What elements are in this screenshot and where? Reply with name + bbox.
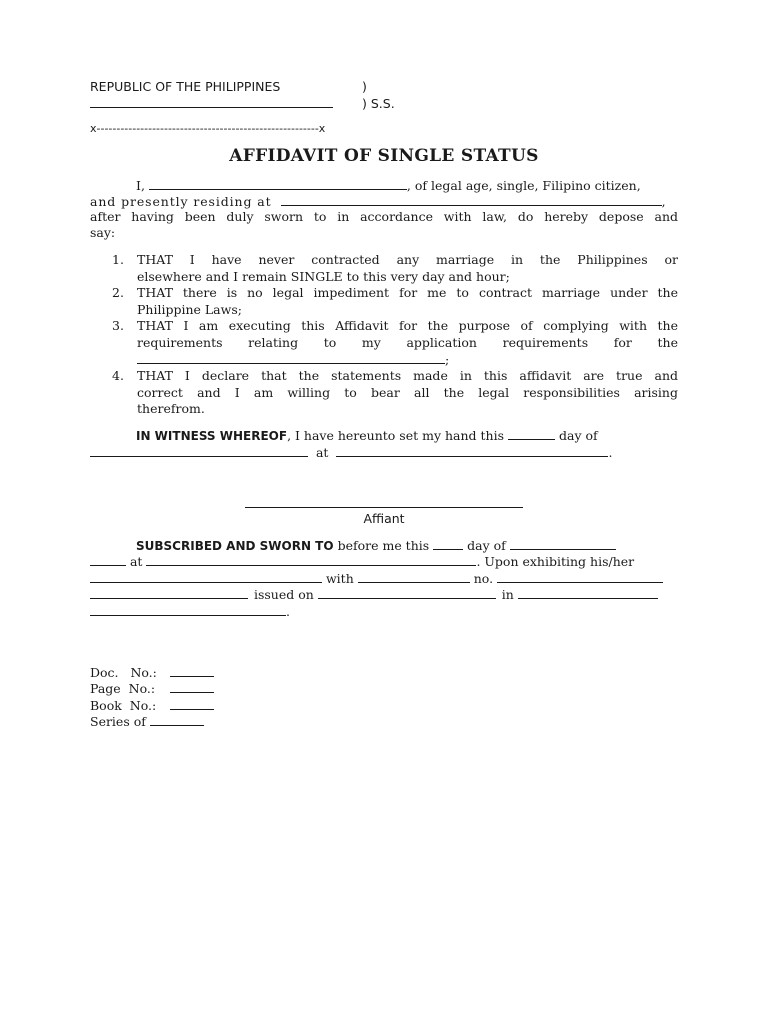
jurat-place-blank[interactable] — [146, 553, 476, 566]
bracket-1: ) — [362, 79, 367, 94]
book-no-label: Book No.: — [90, 698, 157, 713]
separator-x-end: x — [318, 122, 326, 135]
ss-label: ) S.S. — [362, 96, 395, 111]
jurat-id-detail-blank[interactable] — [90, 586, 248, 599]
jurat-day-blank[interactable] — [433, 537, 463, 550]
jurat-at: at — [129, 554, 143, 569]
item-4-text — [137, 368, 678, 418]
item-3-line-3 — [137, 351, 678, 369]
intro-i: I, — [136, 178, 145, 193]
item-4-number: 4. — [112, 368, 124, 383]
jurat-line-2 — [90, 553, 634, 570]
affidavit-document — [90, 0, 678, 1024]
jurat-line-5 — [90, 603, 290, 620]
series-row — [90, 713, 204, 730]
item-4-line-3: therefrom. — [137, 401, 205, 416]
jurat-before-me: before me this — [337, 538, 430, 553]
witness-period: . — [608, 445, 613, 460]
item-3-text — [137, 318, 678, 369]
jurat-with: with — [325, 571, 354, 586]
item-2-line-2: Philippine Laws; — [137, 301, 242, 317]
item-2-line-1: THAT there is no legal impediment for me to contract marriage under the — [137, 285, 678, 300]
witness-day-blank[interactable] — [508, 427, 555, 440]
jurat-no: no. — [473, 571, 494, 586]
item-1-line-1: THAT I have never contracted any marriage in the Philippines or — [137, 252, 678, 267]
intro-legal-age: , of legal age, single, Filipino citizen, — [406, 178, 641, 193]
witness-day-of: day of — [558, 428, 598, 443]
residence-blank[interactable] — [281, 193, 662, 206]
series-label: Series of — [90, 714, 146, 729]
item-2-text — [137, 285, 678, 318]
jurat-line-4 — [90, 586, 658, 603]
witness-month-blank[interactable] — [90, 444, 308, 457]
witness-line-2 — [90, 444, 612, 461]
intro-comma: , — [661, 194, 666, 209]
witness-text: , I have hereunto set my hand this — [287, 428, 505, 443]
series-blank[interactable] — [150, 713, 204, 726]
jurat-in: in — [501, 587, 514, 602]
jurat-with-blank[interactable] — [358, 570, 470, 583]
item-3-semicolon: ; — [445, 352, 450, 367]
separator-line — [90, 121, 325, 137]
country-heading — [90, 79, 280, 95]
jurat-issued-place-blank[interactable] — [518, 586, 658, 599]
jurat-issued-date-blank[interactable] — [318, 586, 496, 599]
separator-x-start: x — [90, 122, 97, 135]
page-no-label: Page No.: — [90, 681, 156, 696]
affiant-signature-line[interactable] — [245, 507, 523, 508]
doc-no-row — [90, 664, 214, 681]
item-1-number: 1. — [112, 252, 124, 267]
witness-line-1 — [136, 427, 598, 444]
intro-line-4: say: — [90, 225, 116, 240]
item-1-line-2: elsewhere and I remain SINGLE to this very day and hour; — [137, 268, 510, 284]
jurat-id-number-blank[interactable] — [497, 570, 663, 583]
jurat-year-blank[interactable] — [90, 553, 126, 566]
page-no-row — [90, 680, 214, 697]
witness-bold: IN WITNESS WHEREOF — [136, 429, 288, 443]
country-text: REPUBLIC OF THE PHILIPPINES — [90, 79, 281, 94]
jurat-period: . — [286, 604, 290, 619]
page-no-blank[interactable] — [170, 680, 214, 693]
jurat-upon-exhibiting: . Upon exhibiting his/her — [476, 554, 635, 569]
item-3-number: 3. — [112, 318, 124, 333]
separator-dashes: -------------------------------------------------------- — [96, 122, 319, 135]
jurat-issued-on: issued on — [253, 587, 314, 602]
affiant-label: Affiant — [363, 511, 405, 526]
book-no-blank[interactable] — [170, 697, 214, 710]
item-1-text — [137, 252, 678, 285]
jurat-line-1 — [136, 537, 616, 554]
jurat-line-3 — [90, 570, 663, 587]
item-2-number: 2. — [112, 285, 124, 300]
intro-line-2 — [90, 193, 678, 210]
intro-line-3: after having been duly sworn to in accordance with law, do hereby depose and — [90, 209, 678, 224]
item-4-line-2: correct and I am willing to bear all the legal responsibilities arising — [137, 384, 678, 400]
jurat-month-blank[interactable] — [510, 537, 616, 550]
document-title: AFFIDAVIT OF SINGLE STATUS — [229, 146, 539, 166]
application-purpose-blank[interactable] — [137, 351, 445, 364]
affiant-name-blank[interactable] — [149, 177, 407, 190]
doc-no-blank[interactable] — [170, 664, 214, 677]
witness-at: at — [315, 445, 329, 460]
venue-blank[interactable] — [90, 107, 333, 108]
item-3-line-1: THAT I am executing this Affidavit for the purpose of complying with the — [137, 318, 678, 333]
jurat-day-of: day of — [467, 538, 506, 553]
item-3-line-2: requirements relating to my application requirements for the — [137, 334, 678, 350]
intro-line-1 — [136, 177, 641, 194]
jurat-final-blank[interactable] — [90, 603, 286, 616]
jurat-id-type-blank[interactable] — [90, 570, 322, 583]
jurat-bold: SUBSCRIBED AND SWORN TO — [136, 539, 334, 553]
witness-place-blank[interactable] — [336, 444, 608, 457]
doc-no-label: Doc. No.: — [90, 665, 157, 680]
book-no-row — [90, 697, 214, 714]
intro-residing: and presently residing at — [90, 194, 272, 209]
item-4-line-1: THAT I declare that the statements made in this affidavit are true and — [137, 368, 678, 383]
